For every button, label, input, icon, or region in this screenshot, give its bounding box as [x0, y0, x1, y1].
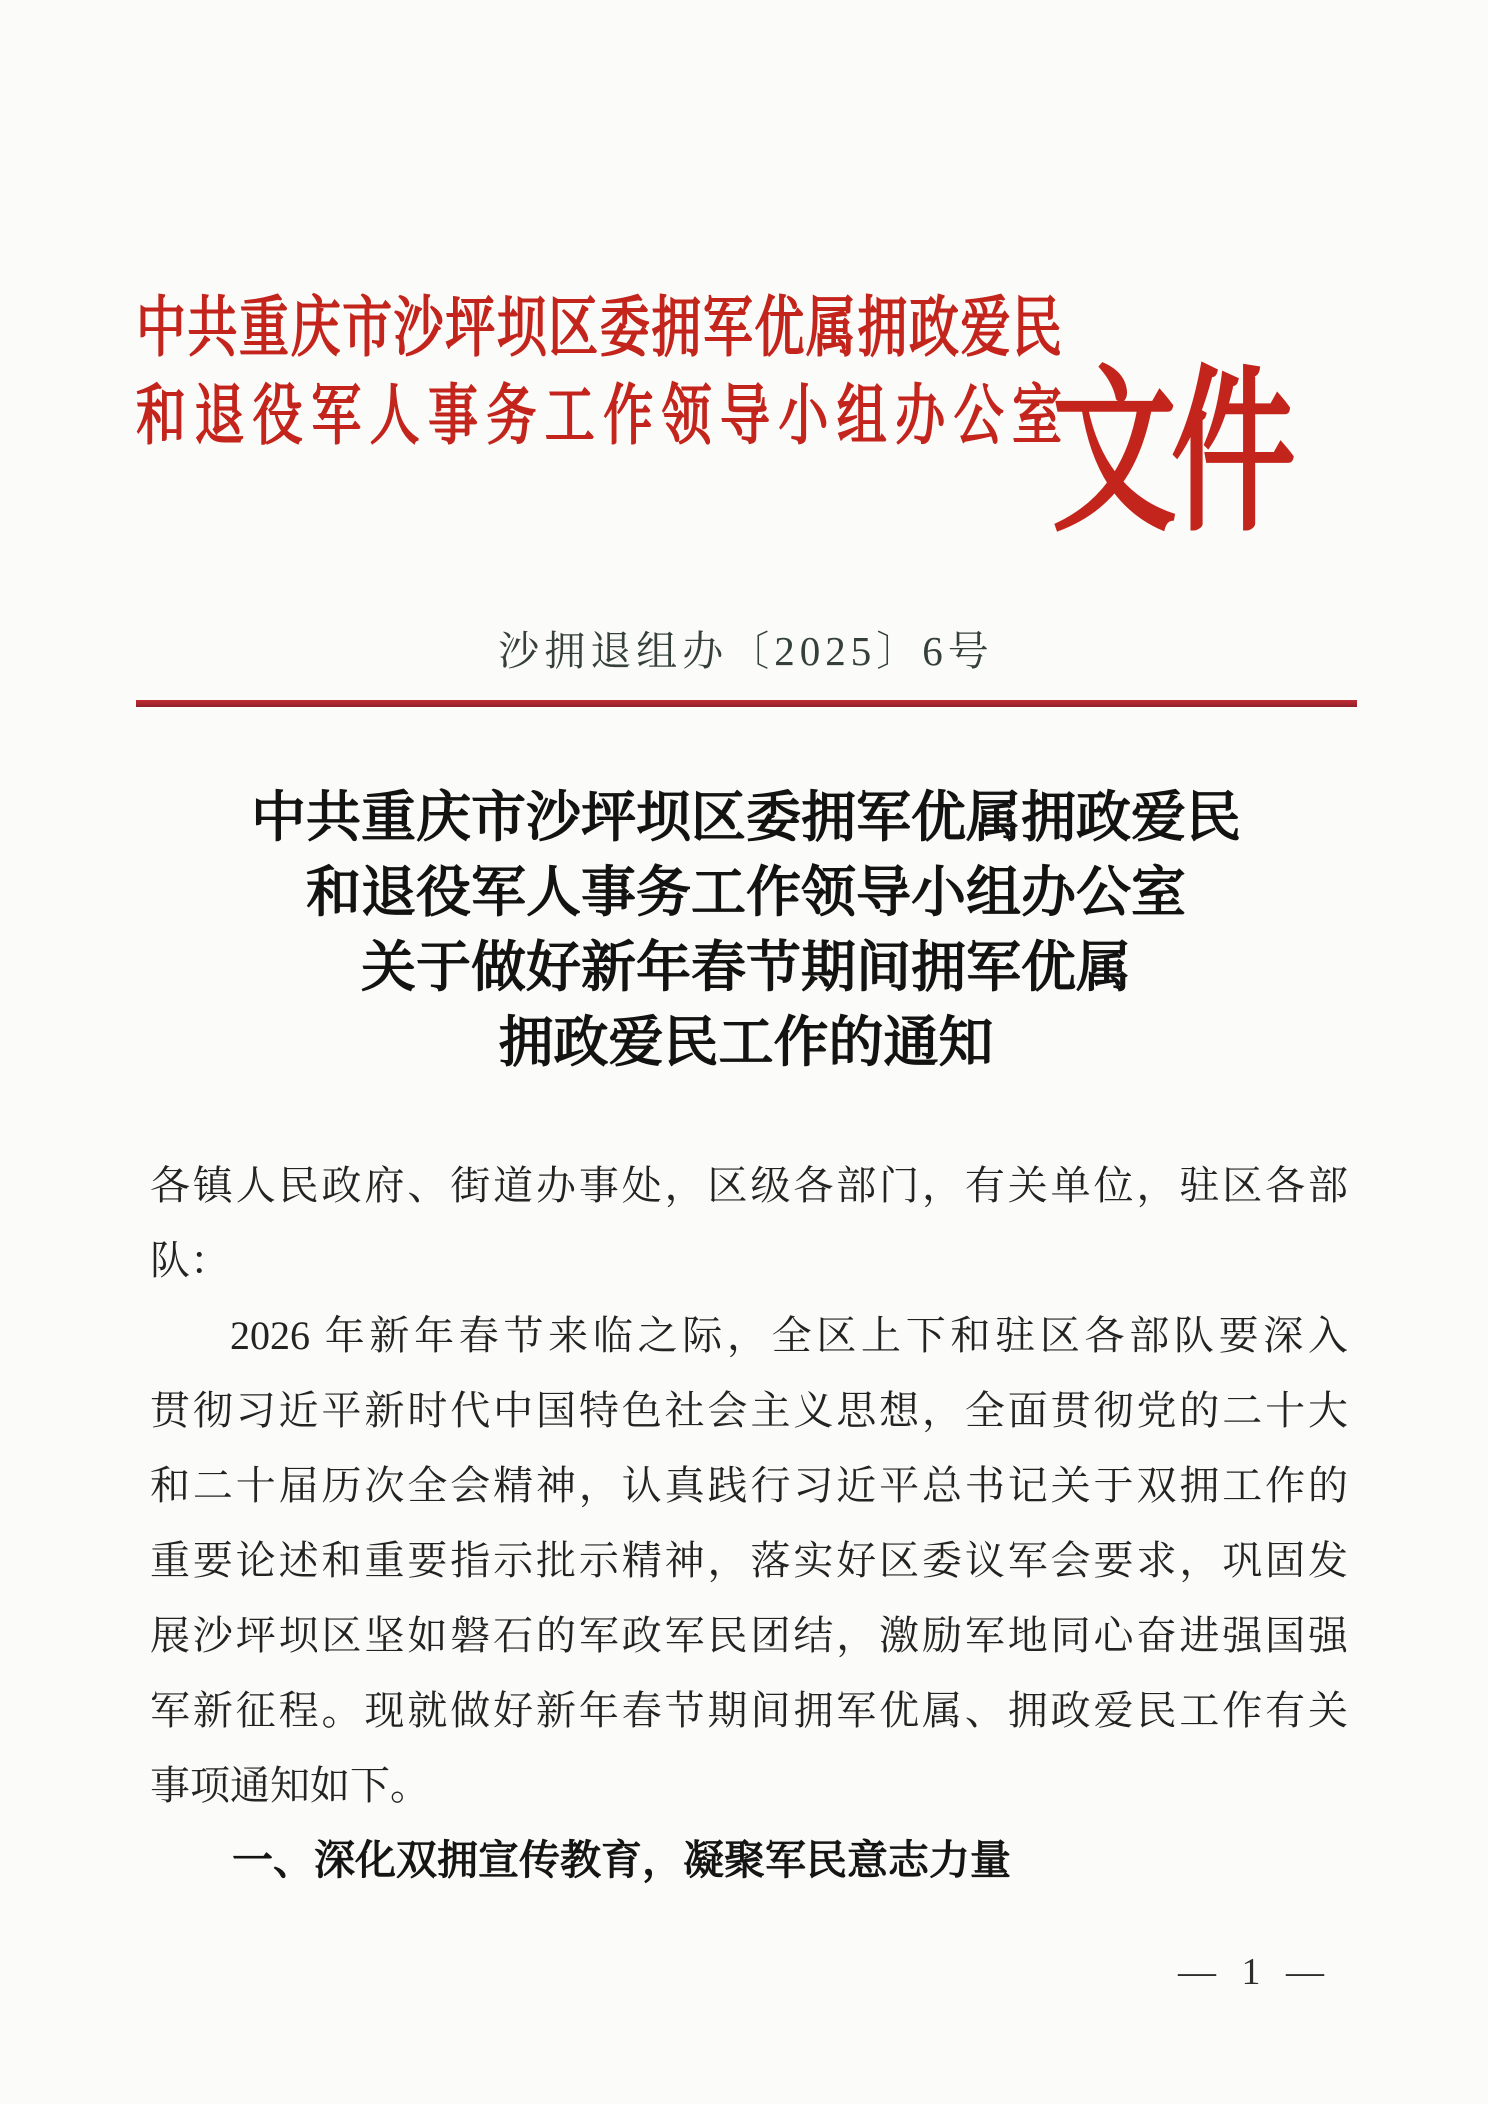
paragraph-line-4: 重要论述和重要指示批示精神，落实好区委议军会要求，巩固发 — [150, 1538, 1348, 1583]
paragraph-line-6: 军新征程。现就做好新年春节期间拥军优属、拥政爱民工作有关 — [150, 1688, 1348, 1733]
document-title — [136, 780, 1356, 1080]
paragraph-line-5: 展沙坪坝区坚如磐石的军政军民团结，激励军地同心奋进强国强 — [150, 1613, 1348, 1658]
document-body — [150, 1148, 1348, 1898]
salutation-line-1: 各镇人民政府、街道办事处，区级各部门，有关单位，驻区各部 — [150, 1163, 1348, 1208]
document-number: 沙拥退组办〔2025〕6号 — [498, 628, 994, 674]
paragraph-line-3: 和二十届历次全会精神，认真践行习近平总书记关于双拥工作的 — [150, 1463, 1348, 1508]
paragraph-line-1: 2026 年新年春节来临之际，全区上下和驻区各部队要深入 — [230, 1313, 1348, 1358]
section-heading-1: 一、深化双拥宣传教育，凝聚军民意志力量 — [232, 1836, 1011, 1884]
letterhead-red-rule — [136, 700, 1357, 707]
letterhead-org-line-2: 和退役军人事务工作领导小组办公室 — [136, 378, 1062, 453]
title-line-1: 中共重庆市沙坪坝区委拥军优属拥政爱民 — [250, 787, 1241, 848]
paragraph-line-2: 贯彻习近平新时代中国特色社会主义思想，全面贯彻党的二十大 — [150, 1388, 1348, 1433]
letterhead-doc-type-mark: 文件 — [1052, 355, 1290, 553]
title-line-2: 和退役军人事务工作领导小组办公室 — [305, 862, 1186, 923]
paragraph-line-7: 事项通知如下。 — [150, 1763, 430, 1808]
letterhead-org-line-1: 中共重庆市沙坪坝区委拥军优属拥政爱民 — [136, 290, 1062, 365]
page-number: — 1 — — [1178, 1951, 1332, 1993]
title-line-4: 拥政爱民工作的通知 — [498, 1012, 994, 1073]
title-line-3: 关于做好新年春节期间拥军优属 — [360, 937, 1131, 998]
salutation-line-2: 队： — [150, 1238, 230, 1283]
